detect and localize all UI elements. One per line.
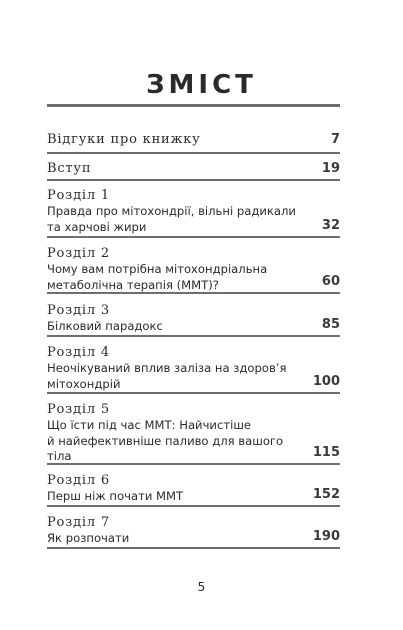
toc-entry-label: Розділ 6 [47, 473, 110, 488]
toc-entry-page: 19 [321, 161, 340, 176]
toc-entry-title-line: метаболічна терапія (ММТ)? [47, 278, 219, 292]
toc-divider [47, 547, 340, 549]
toc-entry-title-line: та харчові жири [47, 220, 147, 234]
toc-divider [47, 392, 340, 394]
toc-entry-page: 85 [321, 317, 340, 332]
toc-entry-chapter-7[interactable] [47, 515, 340, 549]
page-title: ЗМІСТ [146, 70, 257, 100]
toc-entry-title-line: Неочікуваний вплив заліза на здоров’я [47, 361, 287, 375]
toc-entry-reviews[interactable] [47, 130, 340, 154]
toc-entry-chapter-6[interactable] [47, 473, 340, 507]
toc-divider [47, 179, 340, 181]
toc-entry-chapter-3[interactable] [47, 303, 340, 337]
toc-entry-page: 32 [321, 218, 340, 233]
toc-divider [47, 292, 340, 294]
toc-entry-title-line: Перш ніж почати ММТ [47, 489, 184, 503]
toc-entry-label: Відгуки про книжку [47, 132, 201, 147]
toc-divider [47, 505, 340, 507]
title-divider [47, 104, 340, 107]
toc-entry-chapter-4[interactable] [47, 345, 340, 394]
toc-entry-title-line: Білковий парадокс [47, 319, 163, 333]
toc-divider [47, 236, 340, 238]
toc-entry-page: 60 [321, 274, 340, 289]
toc-entry-page: 115 [312, 445, 340, 460]
toc-entry-label: Розділ 2 [47, 246, 110, 261]
page-number: 5 [197, 580, 206, 594]
toc-entry-title-line: Чому вам потрібна мітохондріальна [47, 262, 268, 276]
toc-divider [47, 463, 340, 465]
toc-entry-label: Розділ 3 [47, 303, 110, 318]
toc-entry-title-line: Що їсти під час ММТ: Найчистіше [47, 418, 252, 432]
toc-entry-label: Розділ 4 [47, 345, 110, 360]
toc-divider [47, 152, 340, 154]
toc-entry-page: 190 [312, 529, 340, 544]
toc-entry-page: 152 [312, 487, 340, 502]
toc-entry-title-line: й найефективніше паливо для вашого [47, 434, 284, 448]
toc-entry-title-line: мітохондрій [47, 377, 121, 391]
toc-entry-chapter-1[interactable] [47, 188, 340, 238]
toc-entry-label: Вступ [47, 161, 92, 176]
toc-entry-chapter-2[interactable] [47, 246, 340, 294]
toc-entry-chapter-5[interactable] [47, 402, 340, 465]
toc-divider [47, 335, 340, 337]
toc-entry-title-line: тіла [47, 449, 72, 463]
toc-entry-page: 100 [312, 374, 340, 389]
toc-entry-page: 7 [330, 132, 340, 147]
toc-entry-label: Розділ 1 [47, 188, 110, 203]
toc-entry-title-line: Правда про мітохондрії, вільні радикали [47, 204, 296, 218]
toc-entry-label: Розділ 5 [47, 402, 110, 417]
toc-entry-intro[interactable] [47, 157, 340, 181]
toc-entry-title-line: Як розпочати [47, 531, 130, 545]
toc-entry-label: Розділ 7 [47, 515, 110, 530]
